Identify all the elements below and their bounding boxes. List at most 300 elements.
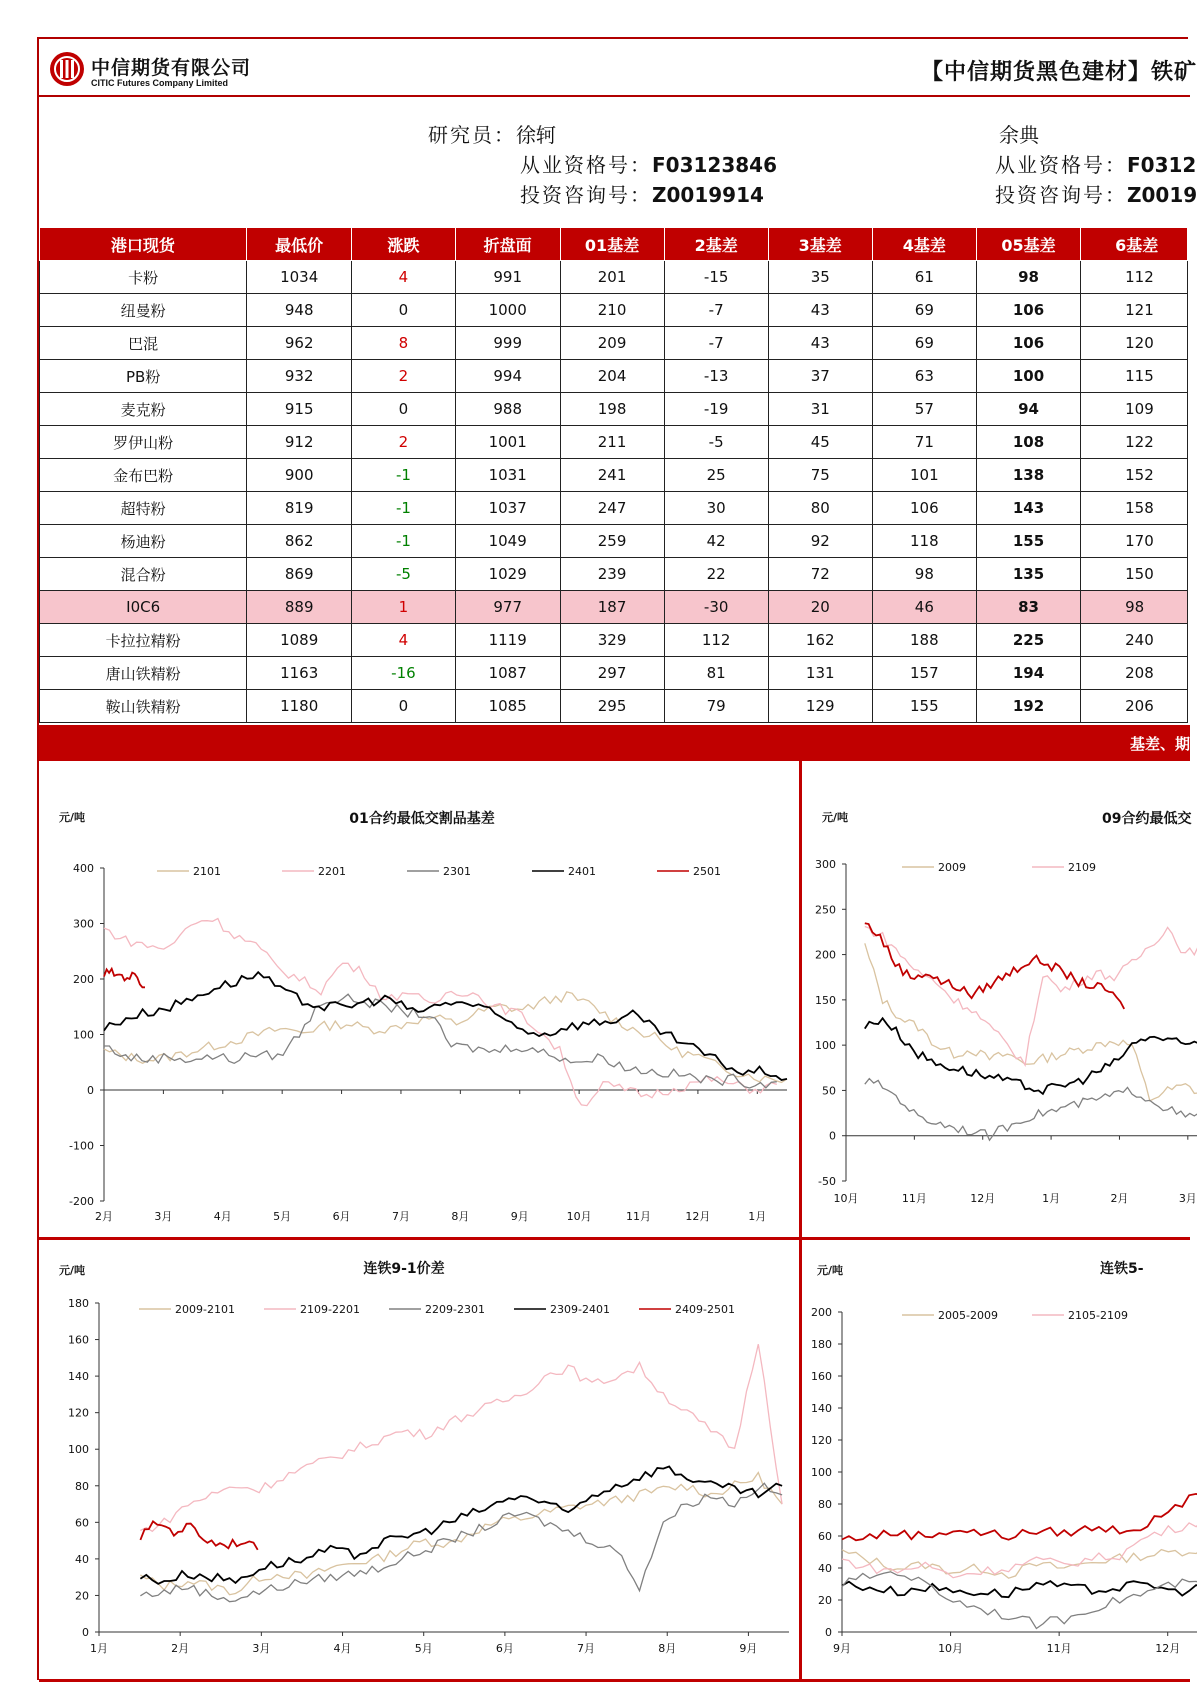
table-cell: 45 [768,426,872,459]
table-cell: 卡拉拉精粉 [40,624,247,657]
table-cell: 900 [247,459,352,492]
table-cell: -5 [352,558,456,591]
chart-title: 连铁5- [1100,1261,1144,1277]
table-cell: I0C6 [40,591,247,624]
spot-price-table [39,227,1188,723]
y-tick-label: 300 [73,917,94,931]
researcher-1-name: 徐轲 [516,123,556,147]
table-cell: 155 [872,690,976,723]
researcher-1-cert: F03123846 [652,153,777,177]
x-tick-label: 10月 [833,1192,859,1205]
y-tick-label: 100 [68,1443,89,1457]
table-cell: 862 [247,525,352,558]
column-header: 01基差 [560,228,664,261]
table-cell: 999 [455,327,560,360]
series-line [842,1494,1197,1540]
table-row [40,657,1188,690]
series-line [140,1483,782,1601]
column-header: 6基差 [1081,228,1188,261]
consult-label: 投资咨询号： [520,183,652,207]
table-cell: 192 [976,690,1080,723]
y-tick-label: 0 [825,1626,832,1639]
x-tick-label: 4月 [333,1642,352,1655]
table-cell: 108 [976,426,1080,459]
y-unit-label: 元/吨 [822,811,849,824]
table-row [40,393,1188,426]
report-header [39,39,1197,97]
cert-label: 从业资格号： [520,153,652,177]
report-frame [37,37,1197,1680]
researcher-label: 研究员： [428,123,516,147]
table-cell: 42 [664,525,768,558]
table-cell: 69 [872,327,976,360]
y-tick-label: 180 [811,1338,832,1351]
table-cell: 991 [455,261,560,294]
table-cell: 915 [247,393,352,426]
y-tick-label: 140 [68,1370,89,1384]
y-tick-label: 200 [811,1306,832,1319]
table-cell: 4 [352,624,456,657]
legend-label: 2401 [568,865,596,878]
table-cell: 69 [872,294,976,327]
y-tick-label: 20 [818,1594,832,1607]
table-cell: 204 [560,360,664,393]
table-cell: 120 [1081,327,1188,360]
researcher-2-consult: Z0019 [1127,183,1197,207]
table-cell: 106 [976,327,1080,360]
table-cell: 71 [872,426,976,459]
column-header: 4基差 [872,228,976,261]
section-band [39,725,1190,761]
table-cell: 1037 [455,492,560,525]
table-cell: 75 [768,459,872,492]
table-row [40,459,1188,492]
x-tick-label: 1月 [90,1642,108,1655]
y-tick-label: 160 [811,1370,832,1383]
legend-label: 2005-2009 [938,1309,998,1322]
table-cell: 932 [247,360,352,393]
section-band-label: 基差、期 [1129,735,1190,753]
company-name-cn: 中信期货有限公司 [91,57,252,79]
y-tick-label: 0 [87,1084,94,1097]
table-cell: 819 [247,492,352,525]
y-tick-label: 40 [75,1552,89,1566]
table-cell: 225 [976,624,1080,657]
legend-label: 2105-2109 [1068,1309,1128,1322]
table-cell: 超特粉 [40,492,247,525]
table-cell: 187 [560,591,664,624]
table-cell: 1 [352,591,456,624]
x-tick-label: 2月 [1110,1192,1129,1205]
chart-panel-5-9-spread [802,1240,1190,1679]
table-cell: 162 [768,624,872,657]
table-cell: 115 [1081,360,1188,393]
chart-title: 09合约最低交 [1102,811,1192,827]
table-cell: 869 [247,558,352,591]
researcher-2-consult-line [995,179,1197,208]
table-cell: 81 [664,657,768,690]
series-line [140,1344,782,1531]
table-row [40,591,1188,624]
table-cell: -30 [664,591,768,624]
y-tick-label: 180 [68,1297,89,1310]
x-tick-label: 12月 [685,1210,711,1223]
table-cell: 109 [1081,393,1188,426]
table-cell: 金布巴粉 [40,459,247,492]
x-tick-label: 11月 [1046,1642,1072,1655]
table-cell: 43 [768,294,872,327]
researcher-2-cert-line [995,149,1196,178]
table-cell: 57 [872,393,976,426]
table-cell: 1087 [455,657,560,690]
series-line [104,972,787,1080]
table-cell: 鞍山铁精粉 [40,690,247,723]
series-line [842,1581,1197,1597]
chart-title: 01合约最低交割品基差 [349,811,495,827]
y-tick-label: 150 [815,993,836,1007]
x-tick-label: 2月 [171,1642,190,1655]
researcher-2-name: 余典 [999,123,1039,147]
x-tick-label: 12月 [970,1192,996,1205]
x-tick-label: 8月 [658,1642,677,1655]
researcher-1-consult-line [520,179,764,208]
table-cell: 201 [560,261,664,294]
table-row [40,327,1188,360]
legend-label: 2309-2401 [550,1303,610,1316]
column-header: 2基差 [664,228,768,261]
table-cell: 247 [560,492,664,525]
y-unit-label: 元/吨 [817,1264,844,1277]
y-tick-label: 100 [815,1039,836,1053]
table-cell: 92 [768,525,872,558]
y-tick-label: -100 [69,1139,94,1153]
series-line [842,1572,1197,1629]
x-tick-label: 7月 [577,1642,596,1655]
legend-label: 2209-2301 [425,1303,485,1316]
table-cell: 100 [976,360,1080,393]
table-row [40,492,1188,525]
table-cell: 2 [352,426,456,459]
table-cell: 118 [872,525,976,558]
y-tick-label: 60 [818,1530,832,1543]
x-tick-label: 8月 [451,1210,470,1223]
y-tick-label: 200 [73,973,94,986]
table-cell: 112 [664,624,768,657]
x-tick-label: 11月 [626,1210,652,1223]
table-cell: 211 [560,426,664,459]
table-cell: 22 [664,558,768,591]
chart-panel-01-basis [39,761,799,1237]
table-cell: 208 [1081,657,1188,690]
table-cell: 188 [872,624,976,657]
table-cell: 61 [872,261,976,294]
table-cell: 94 [976,393,1080,426]
researcher-2-cert: F0312 [1127,153,1197,177]
table-cell: 46 [872,591,976,624]
series-line [865,923,1124,1009]
table-cell: 25 [664,459,768,492]
x-tick-label: 1月 [1042,1192,1061,1205]
y-tick-label: 160 [68,1333,89,1347]
table-cell: 889 [247,591,352,624]
table-cell: 麦克粉 [40,393,247,426]
y-tick-label: 120 [68,1406,89,1420]
y-tick-label: 400 [73,862,94,875]
chart-panel-09-basis [802,761,1197,1237]
table-cell: 0 [352,393,456,426]
table-cell: 241 [560,459,664,492]
table-cell: 巴混 [40,327,247,360]
x-tick-label: 6月 [332,1210,351,1223]
column-header: 最低价 [247,228,352,261]
x-tick-label: 1月 [748,1210,767,1223]
y-tick-label: 250 [815,903,836,917]
table-cell: 962 [247,327,352,360]
table-cell: 1119 [455,624,560,657]
table-cell: 240 [1081,624,1188,657]
y-tick-label: 120 [811,1434,832,1447]
x-tick-label: 5月 [414,1642,433,1655]
table-cell: 106 [976,294,1080,327]
table-cell: 155 [976,525,1080,558]
table-cell: 1001 [455,426,560,459]
researcher-1-consult: Z0019914 [652,183,764,207]
table-cell: 1180 [247,690,352,723]
researchers-block [39,97,1197,227]
y-tick-label: 200 [815,948,836,962]
table-cell: 150 [1081,558,1188,591]
series-line [140,1473,782,1595]
table-cell: 98 [1081,591,1188,624]
citic-logo-icon [49,51,85,87]
table-cell: 112 [1081,261,1188,294]
legend-label: 2501 [693,865,721,878]
panel-divider-horizontal [39,1679,1190,1682]
column-header: 港口现货 [40,228,247,261]
y-tick-label: 80 [75,1479,89,1493]
table-cell: 杨迪粉 [40,525,247,558]
table-cell: 152 [1081,459,1188,492]
x-tick-label: 10月 [566,1210,592,1223]
table-cell: 罗伊山粉 [40,426,247,459]
table-cell: 43 [768,327,872,360]
table-cell: 101 [872,459,976,492]
y-unit-label: 元/吨 [59,811,86,824]
x-tick-label: 9月 [510,1210,529,1223]
y-tick-label: 140 [811,1402,832,1415]
table-cell: -16 [352,657,456,690]
table-cell: 194 [976,657,1080,690]
line-chart [39,1240,799,1679]
chart-panel-9-1-spread [39,1240,799,1679]
legend-label: 2409-2501 [675,1303,735,1316]
y-tick-label: 60 [75,1516,89,1530]
table-cell: 329 [560,624,664,657]
line-chart [802,1240,1190,1679]
y-tick-label: -50 [818,1175,836,1188]
table-cell: 0 [352,690,456,723]
table-cell: 138 [976,459,1080,492]
series-line [104,969,145,988]
table-cell: 唐山铁精粉 [40,657,247,690]
table-row [40,690,1188,723]
x-tick-label: 10月 [938,1642,964,1655]
table-cell: 31 [768,393,872,426]
table-cell: -19 [664,393,768,426]
y-tick-label: 0 [82,1626,89,1639]
series-line [865,943,1197,1101]
table-cell: 259 [560,525,664,558]
x-tick-label: 9月 [833,1642,851,1655]
table-cell: -1 [352,459,456,492]
table-cell: 106 [872,492,976,525]
table-cell: -7 [664,294,768,327]
y-tick-label: 40 [818,1562,832,1575]
line-chart [802,761,1197,1237]
table-cell: 混合粉 [40,558,247,591]
y-tick-label: 100 [73,1028,94,1042]
y-tick-label: 80 [818,1498,832,1511]
x-tick-label: 5月 [273,1210,292,1223]
table-cell: 1085 [455,690,560,723]
legend-label: 2009-2101 [175,1303,235,1316]
table-cell: 948 [247,294,352,327]
table-cell: 4 [352,261,456,294]
x-tick-label: 3月 [154,1210,173,1223]
table-cell: 988 [455,393,560,426]
y-tick-label: 0 [829,1129,836,1143]
table-cell: PB粉 [40,360,247,393]
table-row [40,558,1188,591]
table-cell: 1029 [455,558,560,591]
x-tick-label: 11月 [901,1192,927,1205]
table-cell: 72 [768,558,872,591]
table-cell: 157 [872,657,976,690]
table-row [40,294,1188,327]
table-cell: 1049 [455,525,560,558]
x-tick-label: 12月 [1155,1642,1181,1655]
y-tick-label: 50 [822,1084,836,1098]
legend-label: 2101 [193,865,221,878]
table-cell: 98 [872,558,976,591]
legend-label: 2301 [443,865,471,878]
table-row [40,261,1188,294]
line-chart [39,761,799,1237]
x-tick-label: 3月 [1178,1192,1197,1205]
table-cell: 977 [455,591,560,624]
column-header: 涨跌 [352,228,456,261]
column-header: 3基差 [768,228,872,261]
table-cell: 纽曼粉 [40,294,247,327]
table-cell: 1089 [247,624,352,657]
cert-label: 从业资格号： [995,153,1127,177]
table-cell: 295 [560,690,664,723]
y-tick-label: -200 [69,1195,94,1208]
table-cell: 80 [768,492,872,525]
table-cell: 135 [976,558,1080,591]
table-cell: 8 [352,327,456,360]
y-unit-label: 元/吨 [59,1264,86,1277]
table-cell: 209 [560,327,664,360]
series-line [104,919,777,1106]
table-cell: 206 [1081,690,1188,723]
chart-title: 连铁9-1价差 [363,1261,445,1277]
x-tick-label: 2月 [95,1210,113,1223]
table-cell: 131 [768,657,872,690]
x-tick-label: 3月 [252,1642,271,1655]
table-cell: 79 [664,690,768,723]
table-cell: 37 [768,360,872,393]
table-cell: 158 [1081,492,1188,525]
table-cell: 卡粉 [40,261,247,294]
x-tick-label: 9月 [739,1642,758,1655]
y-tick-label: 20 [75,1589,89,1603]
table-cell: 994 [455,360,560,393]
table-cell: -5 [664,426,768,459]
legend-label: 2109 [1068,861,1096,874]
table-cell: 1000 [455,294,560,327]
table-cell: 121 [1081,294,1188,327]
table-cell: 198 [560,393,664,426]
table-row [40,624,1188,657]
table-cell: 30 [664,492,768,525]
table-cell: 129 [768,690,872,723]
table-cell: 83 [976,591,1080,624]
table-cell: 122 [1081,426,1188,459]
researcher-1-name-line [428,119,556,148]
table-cell: 1163 [247,657,352,690]
table-cell: -1 [352,525,456,558]
table-header-row [40,228,1188,261]
table-row [40,360,1188,393]
table-cell: 2 [352,360,456,393]
table-cell: 35 [768,261,872,294]
y-tick-label: 300 [815,858,836,871]
column-header: 05基差 [976,228,1080,261]
table-cell: 1031 [455,459,560,492]
series-line [865,927,1197,1066]
legend-label: 2109-2201 [300,1303,360,1316]
table-cell: 210 [560,294,664,327]
table-cell: -15 [664,261,768,294]
x-tick-label: 6月 [495,1642,514,1655]
table-cell: 143 [976,492,1080,525]
table-cell: 297 [560,657,664,690]
table-cell: 912 [247,426,352,459]
table-cell: 20 [768,591,872,624]
table-row [40,426,1188,459]
table-cell: 170 [1081,525,1188,558]
legend-label: 2009 [938,861,966,874]
table-body [40,261,1188,723]
consult-label: 投资咨询号： [995,183,1127,207]
table-cell: 98 [976,261,1080,294]
table-cell: -13 [664,360,768,393]
series-line [140,1467,782,1584]
x-tick-label: 4月 [213,1210,232,1223]
column-header: 折盘面 [455,228,560,261]
y-tick-label: 100 [811,1466,832,1479]
company-name-en: CITIC Futures Company Limited [91,78,229,88]
table-cell: 63 [872,360,976,393]
legend-label: 2201 [318,865,346,878]
table-cell: 239 [560,558,664,591]
table-row [40,525,1188,558]
table-cell: -1 [352,492,456,525]
table-cell: 0 [352,294,456,327]
table-cell: -7 [664,327,768,360]
x-tick-label: 7月 [391,1210,410,1223]
